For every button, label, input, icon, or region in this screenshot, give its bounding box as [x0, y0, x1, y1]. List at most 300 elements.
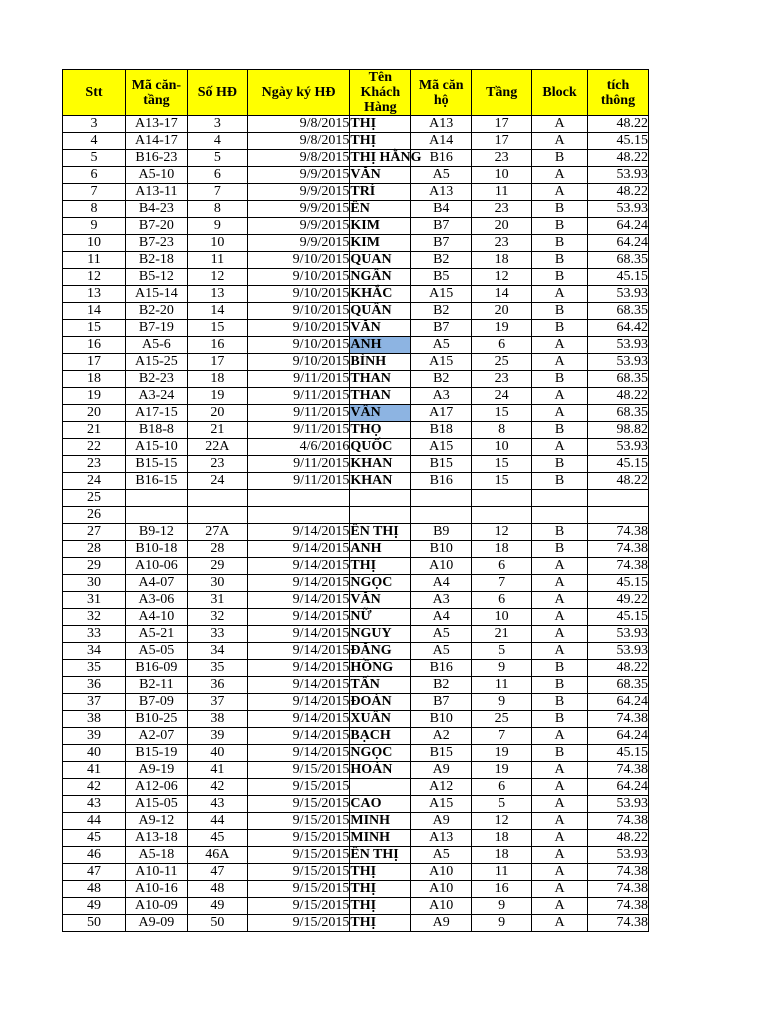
dien-tich-cell[interactable]: 53.93: [587, 201, 648, 218]
dien-tich-cell[interactable]: 68.35: [587, 252, 648, 269]
stt-cell[interactable]: 36: [63, 677, 126, 694]
tang-cell[interactable]: 10: [472, 609, 532, 626]
stt-cell[interactable]: 9: [63, 218, 126, 235]
ma-can-tang-cell[interactable]: A3-06: [125, 592, 187, 609]
ngay-ky-cell[interactable]: 9/11/2015: [247, 388, 350, 405]
tang-cell[interactable]: 6: [472, 779, 532, 796]
ngay-ky-cell[interactable]: 9/11/2015: [247, 371, 350, 388]
so-hd-cell[interactable]: 9: [187, 218, 247, 235]
ma-can-tang-cell[interactable]: A12-06: [125, 779, 187, 796]
so-hd-cell[interactable]: 31: [187, 592, 247, 609]
ngay-ky-cell[interactable]: 9/9/2015: [247, 218, 350, 235]
stt-cell[interactable]: 30: [63, 575, 126, 592]
ma-can-tang-cell[interactable]: B18-8: [125, 422, 187, 439]
so-hd-cell[interactable]: 42: [187, 779, 247, 796]
stt-cell[interactable]: 16: [63, 337, 126, 354]
so-hd-cell[interactable]: 50: [187, 915, 247, 932]
so-hd-cell[interactable]: 32: [187, 609, 247, 626]
ma-can-tang-cell[interactable]: A10-06: [125, 558, 187, 575]
ngay-ky-cell[interactable]: 9/14/2015: [247, 626, 350, 643]
tang-cell[interactable]: 15: [472, 456, 532, 473]
dien-tich-cell[interactable]: 48.22: [587, 184, 648, 201]
block-cell[interactable]: B: [532, 303, 588, 320]
ma-can-ho-cell[interactable]: B16: [411, 660, 472, 677]
dien-tich-cell[interactable]: 53.93: [587, 626, 648, 643]
block-cell[interactable]: A: [532, 439, 588, 456]
ngay-ky-cell[interactable]: 9/15/2015: [247, 881, 350, 898]
ma-can-ho-cell[interactable]: A5: [411, 847, 472, 864]
tang-cell[interactable]: 9: [472, 915, 532, 932]
dien-tich-cell[interactable]: 45.15: [587, 609, 648, 626]
stt-cell[interactable]: 27: [63, 524, 126, 541]
tang-cell[interactable]: 16: [472, 881, 532, 898]
ten-khach-hang-cell[interactable]: XUÂN: [350, 711, 411, 728]
block-cell[interactable]: A: [532, 626, 588, 643]
ten-khach-hang-cell[interactable]: THỊ: [350, 898, 411, 915]
tang-cell[interactable]: 11: [472, 864, 532, 881]
stt-cell[interactable]: 17: [63, 354, 126, 371]
ngay-ky-cell[interactable]: 9/14/2015: [247, 575, 350, 592]
stt-cell[interactable]: 11: [63, 252, 126, 269]
ten-khach-hang-cell[interactable]: NGUY: [350, 626, 411, 643]
block-cell[interactable]: A: [532, 898, 588, 915]
block-cell[interactable]: A: [532, 881, 588, 898]
stt-cell[interactable]: 43: [63, 796, 126, 813]
ma-can-ho-cell[interactable]: B7: [411, 218, 472, 235]
dien-tich-cell[interactable]: 64.24: [587, 235, 648, 252]
stt-cell[interactable]: 14: [63, 303, 126, 320]
ngay-ky-cell[interactable]: 9/9/2015: [247, 235, 350, 252]
header-stt[interactable]: Stt: [63, 70, 126, 116]
block-cell[interactable]: A: [532, 286, 588, 303]
ngay-ky-cell[interactable]: 9/15/2015: [247, 830, 350, 847]
ngay-ky-cell[interactable]: 9/8/2015: [247, 116, 350, 133]
so-hd-cell[interactable]: 48: [187, 881, 247, 898]
dien-tich-cell[interactable]: 53.93: [587, 286, 648, 303]
dien-tich-cell[interactable]: 74.38: [587, 558, 648, 575]
tang-cell[interactable]: 7: [472, 728, 532, 745]
ma-can-ho-cell[interactable]: B4: [411, 201, 472, 218]
ten-khach-hang-cell[interactable]: THAN: [350, 388, 411, 405]
stt-cell[interactable]: 34: [63, 643, 126, 660]
stt-cell[interactable]: 15: [63, 320, 126, 337]
tang-cell[interactable]: 23: [472, 150, 532, 167]
so-hd-cell[interactable]: 19: [187, 388, 247, 405]
stt-cell[interactable]: 28: [63, 541, 126, 558]
block-cell[interactable]: A: [532, 133, 588, 150]
ma-can-tang-cell[interactable]: A4-10: [125, 609, 187, 626]
ma-can-ho-cell[interactable]: A15: [411, 354, 472, 371]
ma-can-ho-cell[interactable]: A4: [411, 609, 472, 626]
ten-khach-hang-cell[interactable]: THỊ: [350, 116, 411, 133]
ma-can-tang-cell[interactable]: A9-12: [125, 813, 187, 830]
block-cell[interactable]: A: [532, 354, 588, 371]
so-hd-cell[interactable]: 14: [187, 303, 247, 320]
ma-can-tang-cell[interactable]: A4-07: [125, 575, 187, 592]
block-cell[interactable]: A: [532, 813, 588, 830]
tang-cell[interactable]: 10: [472, 439, 532, 456]
dien-tich-cell[interactable]: 64.24: [587, 728, 648, 745]
ten-khach-hang-cell[interactable]: ANH: [350, 541, 411, 558]
stt-cell[interactable]: 18: [63, 371, 126, 388]
stt-cell[interactable]: 13: [63, 286, 126, 303]
ma-can-tang-cell[interactable]: B7-23: [125, 235, 187, 252]
block-cell[interactable]: B: [532, 422, 588, 439]
ma-can-ho-cell[interactable]: A5: [411, 337, 472, 354]
tang-cell[interactable]: 6: [472, 592, 532, 609]
ma-can-tang-cell[interactable]: B4-23: [125, 201, 187, 218]
tang-cell[interactable]: 19: [472, 320, 532, 337]
ma-can-ho-cell[interactable]: B16: [411, 473, 472, 490]
ngay-ky-cell[interactable]: 9/9/2015: [247, 167, 350, 184]
tang-cell[interactable]: 14: [472, 286, 532, 303]
ma-can-ho-cell[interactable]: A9: [411, 762, 472, 779]
ngay-ky-cell[interactable]: 9/10/2015: [247, 354, 350, 371]
dien-tich-cell[interactable]: 53.93: [587, 643, 648, 660]
ma-can-tang-cell[interactable]: A5-10: [125, 167, 187, 184]
dien-tich-cell[interactable]: 48.22: [587, 830, 648, 847]
ngay-ky-cell[interactable]: 9/14/2015: [247, 592, 350, 609]
header-dien-tich[interactable]: tích thông: [587, 70, 648, 116]
ma-can-ho-cell[interactable]: B2: [411, 252, 472, 269]
ngay-ky-cell[interactable]: 4/6/2016: [247, 439, 350, 456]
ma-can-ho-cell[interactable]: B2: [411, 677, 472, 694]
block-cell[interactable]: A: [532, 847, 588, 864]
stt-cell[interactable]: 24: [63, 473, 126, 490]
ten-khach-hang-cell[interactable]: VĂN: [350, 320, 411, 337]
ma-can-ho-cell[interactable]: A3: [411, 592, 472, 609]
tang-cell[interactable]: 20: [472, 303, 532, 320]
ma-can-ho-cell[interactable]: B7: [411, 694, 472, 711]
so-hd-cell[interactable]: 44: [187, 813, 247, 830]
block-cell[interactable]: A: [532, 558, 588, 575]
stt-cell[interactable]: 31: [63, 592, 126, 609]
dien-tich-cell[interactable]: 68.35: [587, 677, 648, 694]
tang-cell[interactable]: 18: [472, 252, 532, 269]
tang-cell[interactable]: 11: [472, 184, 532, 201]
so-hd-cell[interactable]: [187, 507, 247, 524]
block-cell[interactable]: [532, 507, 588, 524]
ngay-ky-cell[interactable]: 9/15/2015: [247, 813, 350, 830]
ngay-ky-cell[interactable]: 9/14/2015: [247, 541, 350, 558]
block-cell[interactable]: B: [532, 524, 588, 541]
block-cell[interactable]: B: [532, 269, 588, 286]
tang-cell[interactable]: 5: [472, 643, 532, 660]
stt-cell[interactable]: 33: [63, 626, 126, 643]
so-hd-cell[interactable]: 45: [187, 830, 247, 847]
ten-khach-hang-cell[interactable]: KIM: [350, 218, 411, 235]
ten-khach-hang-cell[interactable]: NỮ: [350, 609, 411, 626]
tang-cell[interactable]: 19: [472, 762, 532, 779]
ten-khach-hang-cell[interactable]: ĐOÀN: [350, 694, 411, 711]
block-cell[interactable]: A: [532, 592, 588, 609]
ma-can-tang-cell[interactable]: A2-07: [125, 728, 187, 745]
ma-can-ho-cell[interactable]: B18: [411, 422, 472, 439]
tang-cell[interactable]: 8: [472, 422, 532, 439]
block-cell[interactable]: B: [532, 218, 588, 235]
tang-cell[interactable]: 23: [472, 235, 532, 252]
block-cell[interactable]: A: [532, 405, 588, 422]
ngay-ky-cell[interactable]: 9/11/2015: [247, 422, 350, 439]
stt-cell[interactable]: 22: [63, 439, 126, 456]
so-hd-cell[interactable]: 15: [187, 320, 247, 337]
ma-can-tang-cell[interactable]: B15-15: [125, 456, 187, 473]
ma-can-tang-cell[interactable]: B2-23: [125, 371, 187, 388]
ngay-ky-cell[interactable]: 9/15/2015: [247, 864, 350, 881]
ma-can-ho-cell[interactable]: B2: [411, 371, 472, 388]
ma-can-tang-cell[interactable]: B10-18: [125, 541, 187, 558]
tang-cell[interactable]: 18: [472, 541, 532, 558]
ma-can-ho-cell[interactable]: A5: [411, 167, 472, 184]
ten-khach-hang-cell[interactable]: ĐĂNG: [350, 643, 411, 660]
dien-tich-cell[interactable]: 48.22: [587, 473, 648, 490]
ma-can-tang-cell[interactable]: A10-16: [125, 881, 187, 898]
dien-tich-cell[interactable]: 74.38: [587, 524, 648, 541]
ma-can-ho-cell[interactable]: B15: [411, 745, 472, 762]
ten-khach-hang-cell[interactable]: ÊN: [350, 201, 411, 218]
so-hd-cell[interactable]: 18: [187, 371, 247, 388]
stt-cell[interactable]: 45: [63, 830, 126, 847]
ngay-ky-cell[interactable]: 9/14/2015: [247, 677, 350, 694]
stt-cell[interactable]: 48: [63, 881, 126, 898]
dien-tich-cell[interactable]: 45.15: [587, 745, 648, 762]
tang-cell[interactable]: 9: [472, 694, 532, 711]
so-hd-cell[interactable]: 29: [187, 558, 247, 575]
ten-khach-hang-cell[interactable]: THAN: [350, 371, 411, 388]
tang-cell[interactable]: 18: [472, 830, 532, 847]
ma-can-ho-cell[interactable]: A13: [411, 830, 472, 847]
ma-can-tang-cell[interactable]: A10-09: [125, 898, 187, 915]
so-hd-cell[interactable]: 22A: [187, 439, 247, 456]
dien-tich-cell[interactable]: 68.35: [587, 303, 648, 320]
ma-can-tang-cell[interactable]: B7-20: [125, 218, 187, 235]
tang-cell[interactable]: 6: [472, 558, 532, 575]
dien-tich-cell[interactable]: 74.38: [587, 864, 648, 881]
ngay-ky-cell[interactable]: 9/11/2015: [247, 456, 350, 473]
ten-khach-hang-cell[interactable]: KHAN: [350, 473, 411, 490]
ma-can-tang-cell[interactable]: A14-17: [125, 133, 187, 150]
stt-cell[interactable]: 29: [63, 558, 126, 575]
tang-cell[interactable]: 7: [472, 575, 532, 592]
block-cell[interactable]: B: [532, 252, 588, 269]
ngay-ky-cell[interactable]: 9/9/2015: [247, 184, 350, 201]
stt-cell[interactable]: 26: [63, 507, 126, 524]
stt-cell[interactable]: 50: [63, 915, 126, 932]
so-hd-cell[interactable]: 17: [187, 354, 247, 371]
ma-can-tang-cell[interactable]: A13-17: [125, 116, 187, 133]
tang-cell[interactable]: 9: [472, 660, 532, 677]
so-hd-cell[interactable]: 30: [187, 575, 247, 592]
so-hd-cell[interactable]: 41: [187, 762, 247, 779]
stt-cell[interactable]: 40: [63, 745, 126, 762]
ma-can-ho-cell[interactable]: A4: [411, 575, 472, 592]
ma-can-ho-cell[interactable]: A9: [411, 915, 472, 932]
ten-khach-hang-cell[interactable]: [350, 490, 411, 507]
so-hd-cell[interactable]: 39: [187, 728, 247, 745]
block-cell[interactable]: B: [532, 371, 588, 388]
ma-can-tang-cell[interactable]: A15-14: [125, 286, 187, 303]
block-cell[interactable]: A: [532, 116, 588, 133]
ma-can-tang-cell[interactable]: B16-23: [125, 150, 187, 167]
ten-khach-hang-cell[interactable]: THỊ: [350, 915, 411, 932]
ma-can-tang-cell[interactable]: B7-19: [125, 320, 187, 337]
dien-tich-cell[interactable]: 45.15: [587, 575, 648, 592]
block-cell[interactable]: B: [532, 235, 588, 252]
ma-can-tang-cell[interactable]: B15-19: [125, 745, 187, 762]
stt-cell[interactable]: 39: [63, 728, 126, 745]
ma-can-ho-cell[interactable]: A15: [411, 796, 472, 813]
dien-tich-cell[interactable]: 74.38: [587, 915, 648, 932]
dien-tich-cell[interactable]: 74.38: [587, 711, 648, 728]
header-ten-khach-hang[interactable]: Tên Khách Hàng: [350, 70, 411, 116]
ten-khach-hang-cell[interactable]: [350, 779, 411, 796]
block-cell[interactable]: A: [532, 167, 588, 184]
ngay-ky-cell[interactable]: 9/8/2015: [247, 133, 350, 150]
stt-cell[interactable]: 6: [63, 167, 126, 184]
ma-can-ho-cell[interactable]: B7: [411, 320, 472, 337]
ma-can-ho-cell[interactable]: B9: [411, 524, 472, 541]
ten-khach-hang-cell[interactable]: VĂN: [350, 592, 411, 609]
ten-khach-hang-cell[interactable]: ÊN THỊ: [350, 524, 411, 541]
ngay-ky-cell[interactable]: 9/15/2015: [247, 762, 350, 779]
header-ma-can-tang[interactable]: Mã căn-tầng: [125, 70, 187, 116]
stt-cell[interactable]: 5: [63, 150, 126, 167]
stt-cell[interactable]: 8: [63, 201, 126, 218]
ma-can-tang-cell[interactable]: A9-19: [125, 762, 187, 779]
stt-cell[interactable]: 23: [63, 456, 126, 473]
ten-khach-hang-cell[interactable]: VÂN: [350, 405, 411, 422]
block-cell[interactable]: B: [532, 745, 588, 762]
dien-tich-cell[interactable]: 74.38: [587, 881, 648, 898]
block-cell[interactable]: B: [532, 541, 588, 558]
so-hd-cell[interactable]: 49: [187, 898, 247, 915]
stt-cell[interactable]: 21: [63, 422, 126, 439]
block-cell[interactable]: A: [532, 779, 588, 796]
tang-cell[interactable]: 12: [472, 813, 532, 830]
dien-tich-cell[interactable]: 74.38: [587, 762, 648, 779]
stt-cell[interactable]: 3: [63, 116, 126, 133]
tang-cell[interactable]: 17: [472, 116, 532, 133]
block-cell[interactable]: B: [532, 150, 588, 167]
ngay-ky-cell[interactable]: 9/14/2015: [247, 694, 350, 711]
ngay-ky-cell[interactable]: 9/15/2015: [247, 779, 350, 796]
ngay-ky-cell[interactable]: 9/14/2015: [247, 745, 350, 762]
ngay-ky-cell[interactable]: 9/15/2015: [247, 847, 350, 864]
ma-can-tang-cell[interactable]: A15-25: [125, 354, 187, 371]
block-cell[interactable]: B: [532, 201, 588, 218]
tang-cell[interactable]: [472, 490, 532, 507]
header-tang[interactable]: Tầng: [472, 70, 532, 116]
ma-can-ho-cell[interactable]: A14: [411, 133, 472, 150]
block-cell[interactable]: B: [532, 320, 588, 337]
so-hd-cell[interactable]: 16: [187, 337, 247, 354]
ma-can-tang-cell[interactable]: B2-20: [125, 303, 187, 320]
tang-cell[interactable]: 11: [472, 677, 532, 694]
ten-khach-hang-cell[interactable]: ÊN THỊ: [350, 847, 411, 864]
dien-tich-cell[interactable]: 53.93: [587, 847, 648, 864]
stt-cell[interactable]: 41: [63, 762, 126, 779]
so-hd-cell[interactable]: 24: [187, 473, 247, 490]
dien-tich-cell[interactable]: 45.15: [587, 269, 648, 286]
dien-tich-cell[interactable]: 64.24: [587, 779, 648, 796]
ngay-ky-cell[interactable]: 9/15/2015: [247, 915, 350, 932]
ma-can-tang-cell[interactable]: B16-15: [125, 473, 187, 490]
dien-tich-cell[interactable]: [587, 490, 648, 507]
so-hd-cell[interactable]: 11: [187, 252, 247, 269]
tang-cell[interactable]: 5: [472, 796, 532, 813]
so-hd-cell[interactable]: 47: [187, 864, 247, 881]
ma-can-ho-cell[interactable]: A9: [411, 813, 472, 830]
ma-can-tang-cell[interactable]: A5-05: [125, 643, 187, 660]
block-cell[interactable]: [532, 490, 588, 507]
ma-can-ho-cell[interactable]: B16: [411, 150, 472, 167]
tang-cell[interactable]: 25: [472, 711, 532, 728]
ma-can-ho-cell[interactable]: A12: [411, 779, 472, 796]
so-hd-cell[interactable]: 35: [187, 660, 247, 677]
dien-tich-cell[interactable]: 68.35: [587, 371, 648, 388]
so-hd-cell[interactable]: 34: [187, 643, 247, 660]
so-hd-cell[interactable]: 10: [187, 235, 247, 252]
dien-tich-cell[interactable]: 68.35: [587, 405, 648, 422]
block-cell[interactable]: B: [532, 473, 588, 490]
ma-can-ho-cell[interactable]: A13: [411, 116, 472, 133]
ma-can-tang-cell[interactable]: B2-11: [125, 677, 187, 694]
tang-cell[interactable]: 15: [472, 473, 532, 490]
ma-can-tang-cell[interactable]: A15-10: [125, 439, 187, 456]
ngay-ky-cell[interactable]: 9/14/2015: [247, 643, 350, 660]
ma-can-ho-cell[interactable]: A10: [411, 881, 472, 898]
dien-tich-cell[interactable]: 53.93: [587, 354, 648, 371]
stt-cell[interactable]: 7: [63, 184, 126, 201]
ngay-ky-cell[interactable]: 9/10/2015: [247, 320, 350, 337]
header-block[interactable]: Block: [532, 70, 588, 116]
header-ma-can-ho[interactable]: Mã căn hộ: [411, 70, 472, 116]
ngay-ky-cell[interactable]: 9/8/2015: [247, 150, 350, 167]
block-cell[interactable]: B: [532, 677, 588, 694]
ma-can-tang-cell[interactable]: B16-09: [125, 660, 187, 677]
ten-khach-hang-cell[interactable]: MINH: [350, 830, 411, 847]
ma-can-tang-cell[interactable]: B9-12: [125, 524, 187, 541]
ngay-ky-cell[interactable]: 9/9/2015: [247, 201, 350, 218]
ma-can-ho-cell[interactable]: A17: [411, 405, 472, 422]
ngay-ky-cell[interactable]: 9/14/2015: [247, 558, 350, 575]
ngay-ky-cell[interactable]: 9/14/2015: [247, 524, 350, 541]
ma-can-tang-cell[interactable]: A9-09: [125, 915, 187, 932]
so-hd-cell[interactable]: 36: [187, 677, 247, 694]
tang-cell[interactable]: 10: [472, 167, 532, 184]
dien-tich-cell[interactable]: 45.15: [587, 456, 648, 473]
ngay-ky-cell[interactable]: 9/15/2015: [247, 796, 350, 813]
tang-cell[interactable]: 24: [472, 388, 532, 405]
ma-can-ho-cell[interactable]: A10: [411, 864, 472, 881]
so-hd-cell[interactable]: 7: [187, 184, 247, 201]
dien-tich-cell[interactable]: 53.93: [587, 796, 648, 813]
block-cell[interactable]: A: [532, 915, 588, 932]
tang-cell[interactable]: 15: [472, 405, 532, 422]
block-cell[interactable]: A: [532, 864, 588, 881]
ma-can-tang-cell[interactable]: [125, 490, 187, 507]
stt-cell[interactable]: 35: [63, 660, 126, 677]
ngay-ky-cell[interactable]: 9/10/2015: [247, 286, 350, 303]
ma-can-tang-cell[interactable]: A13-18: [125, 830, 187, 847]
ma-can-tang-cell[interactable]: A5-6: [125, 337, 187, 354]
ten-khach-hang-cell[interactable]: KHẮC: [350, 286, 411, 303]
ma-can-ho-cell[interactable]: A5: [411, 626, 472, 643]
ma-can-tang-cell[interactable]: A17-15: [125, 405, 187, 422]
tang-cell[interactable]: 19: [472, 745, 532, 762]
ma-can-tang-cell[interactable]: B2-18: [125, 252, 187, 269]
ma-can-tang-cell[interactable]: A15-05: [125, 796, 187, 813]
